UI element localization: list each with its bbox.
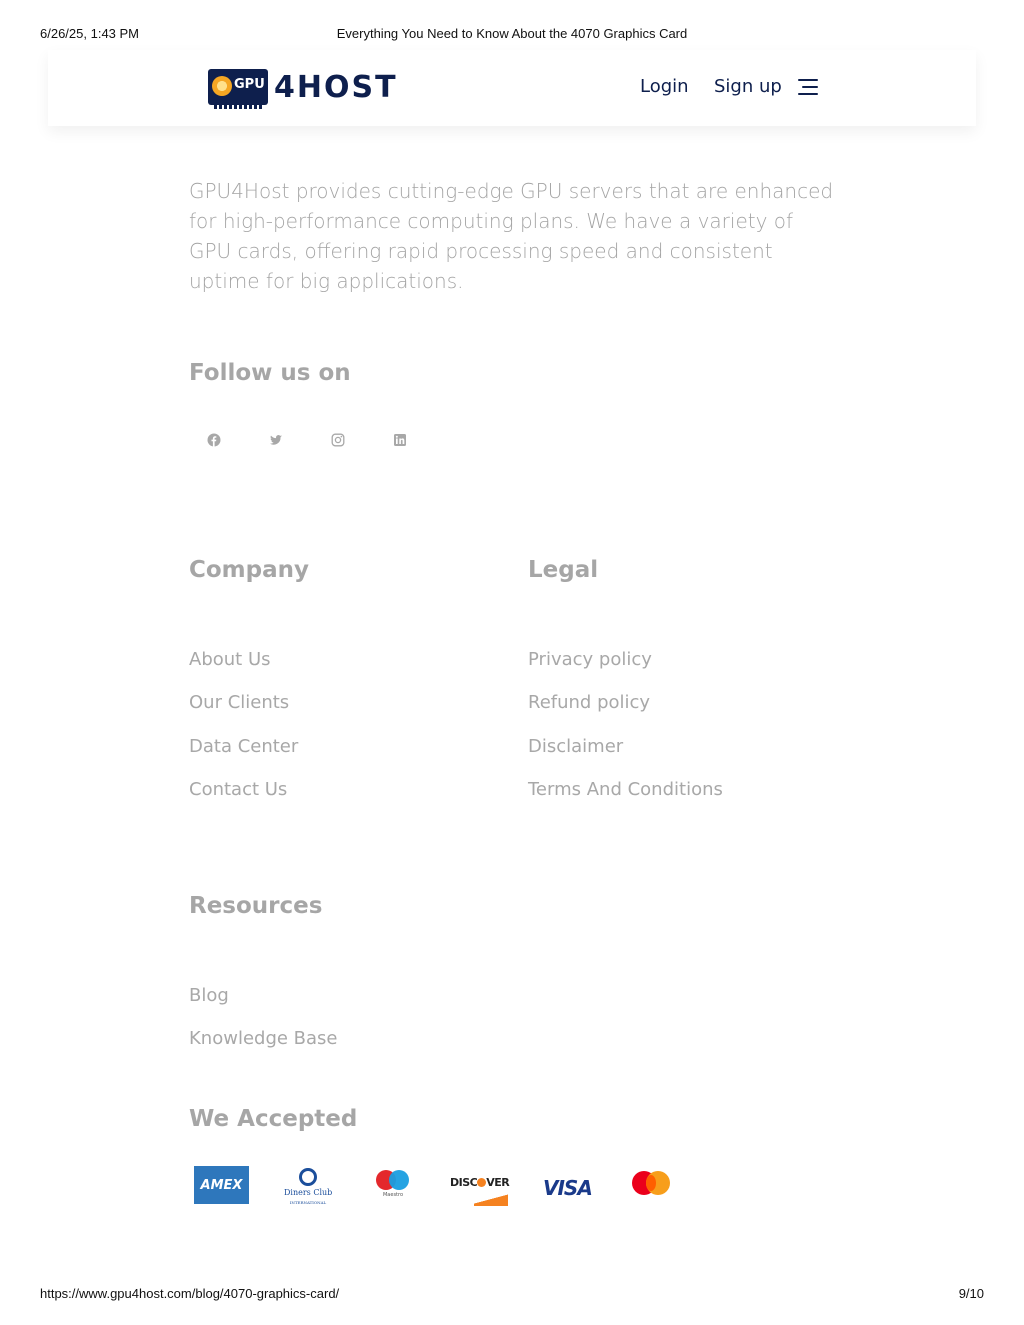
footer-link-knowledge-base[interactable]: Knowledge Base [189,1028,338,1049]
print-footer [40,1286,984,1302]
instagram-icon[interactable] [331,433,347,449]
print-page-number: 9/10 [958,1286,984,1301]
print-url: https://www.gpu4host.com/blog/4070-graphics-card/ [40,1286,340,1301]
footer-link-data-center[interactable]: Data Center [189,736,299,757]
print-datetime: 6/26/25, 1:43 PM [40,26,140,41]
discover-text-start: DISC [450,1176,478,1189]
footer-link-terms[interactable]: Terms And Conditions [528,779,723,800]
footer-link-about-us[interactable]: About Us [189,649,271,670]
company-heading: Company [189,557,309,583]
footer-link-disclaimer[interactable]: Disclaimer [528,736,624,757]
twitter-icon[interactable] [269,433,285,449]
login-link[interactable]: Login [640,76,689,97]
footer-intro-text: GPU4Host provides cutting-edge GPU servers that are enhanced for high-performance computing plans. We have a variety of GPU cards, offering rapid processing speed and consistent uptime for big applications. [189,179,834,293]
print-header [40,26,984,42]
legal-heading: Legal [528,557,599,583]
footer-link-blog[interactable]: Blog [189,985,229,1006]
discover-text-end: VER [486,1176,510,1189]
logo-sun-icon [212,76,232,96]
linkedin-icon[interactable] [393,433,409,449]
payments-heading: We Accepted [189,1106,358,1132]
footer-link-our-clients[interactable]: Our Clients [189,692,290,713]
resources-heading: Resources [189,893,323,919]
diners-club-subtext: INTERNATIONAL [289,1200,327,1205]
visa-logo: VISA [543,1176,592,1200]
discover-logo [450,1166,510,1206]
mastercard-logo [632,1166,672,1206]
maestro-text: Maestro [382,1192,404,1198]
diners-club-logo [284,1166,332,1206]
site-logo[interactable] [208,69,398,107]
logo-chip-text: GPU [234,77,265,92]
amex-logo: AMEX [194,1166,249,1204]
footer-link-refund-policy[interactable]: Refund policy [528,692,651,713]
logo-gpu-chip [208,69,268,105]
logo-wordmark: 4HOST [274,70,398,105]
diners-club-text: Diners Club [284,1188,333,1197]
hamburger-menu-icon[interactable] [798,79,818,95]
maestro-logo [376,1166,410,1206]
print-title: Everything You Need to Know About the 4070 Graphics Card [336,26,688,41]
follow-us-heading: Follow us on [189,360,351,386]
site-header [48,50,976,126]
footer-link-contact-us[interactable]: Contact Us [189,779,288,800]
facebook-icon[interactable] [207,433,223,449]
signup-link[interactable]: Sign up [714,76,782,97]
logo-chip-pins [214,105,262,109]
footer-link-privacy-policy[interactable]: Privacy policy [528,649,652,670]
